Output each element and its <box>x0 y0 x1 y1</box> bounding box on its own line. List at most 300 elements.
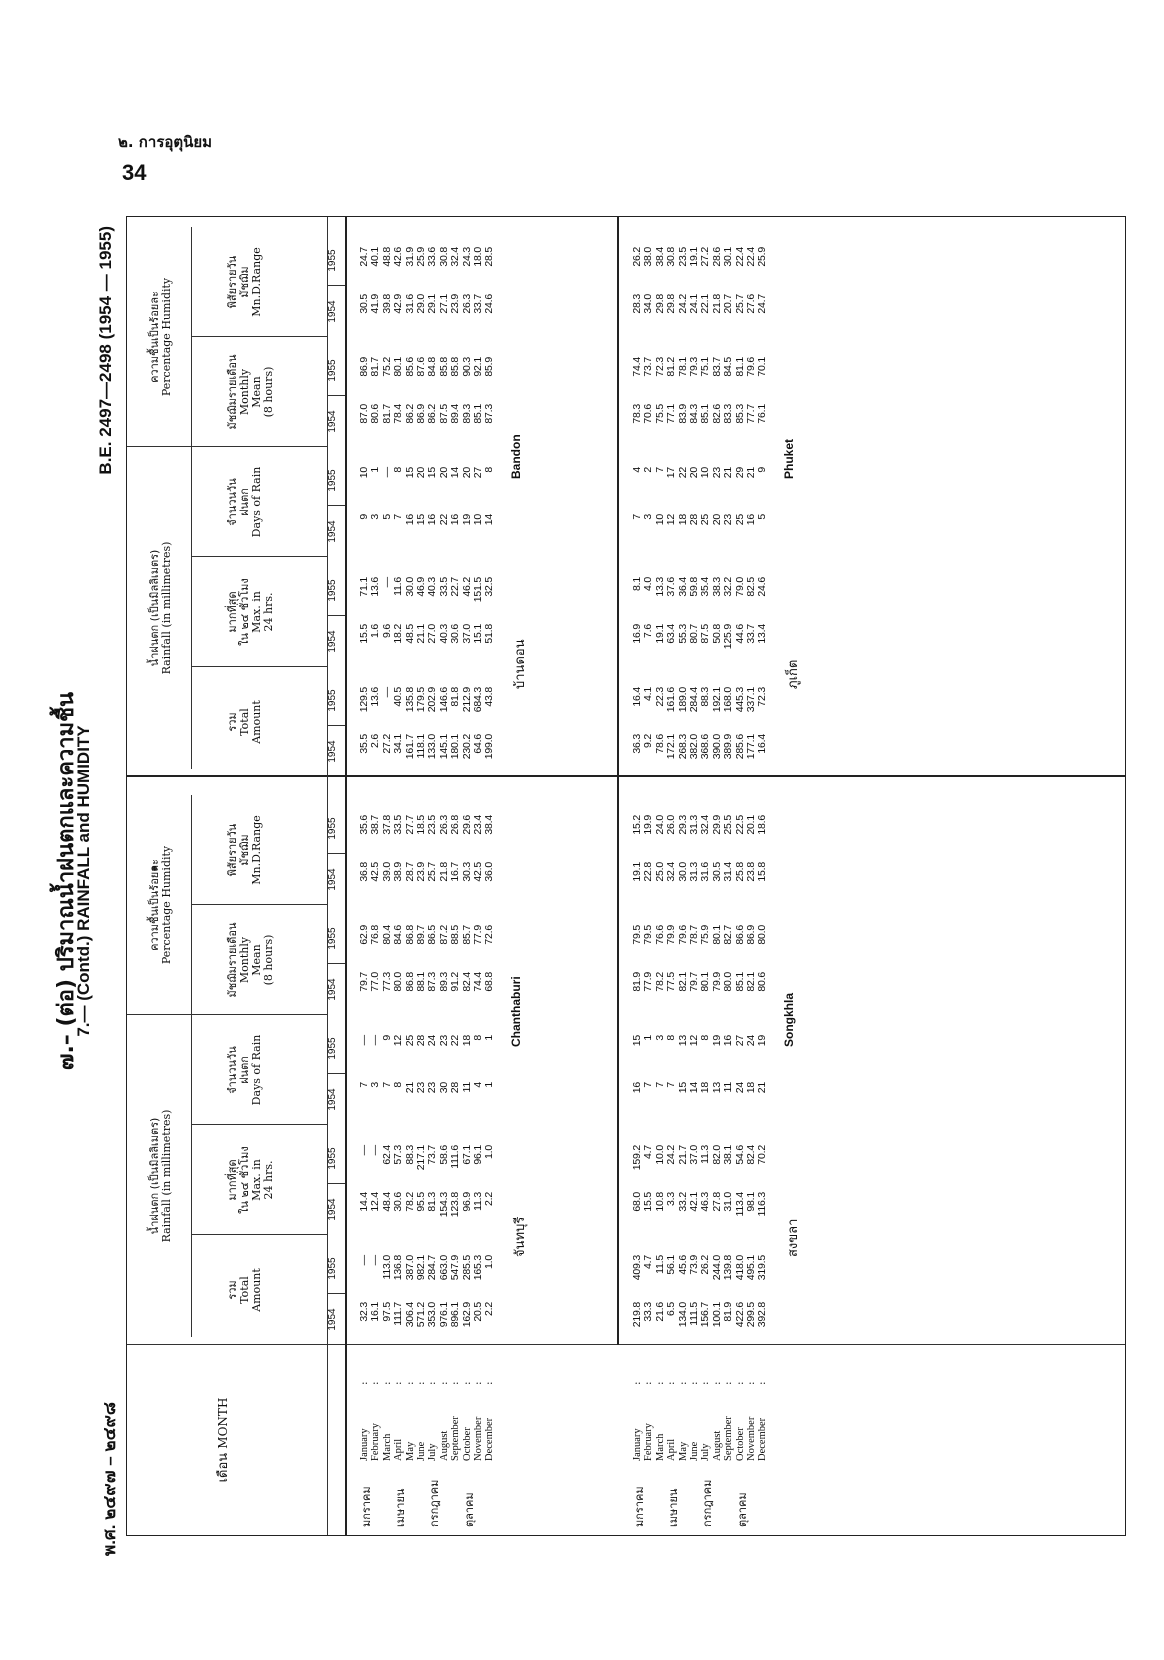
table-cell: 80.4 <box>380 925 393 945</box>
table-cell: 189.0 <box>676 687 689 713</box>
table-cell: 38.4 <box>483 815 496 835</box>
table-cell: 16.4 <box>756 734 769 754</box>
range-subheader <box>227 227 263 337</box>
table-cell: 684.3 <box>471 687 484 713</box>
leader-dot: : <box>642 1379 655 1385</box>
table-cell: 14.4 <box>358 1192 370 1212</box>
range-subheader-line: Mn.D.Range <box>250 815 263 885</box>
mean-subheader-line: Mean <box>250 944 263 976</box>
table-cell: 11.3 <box>699 1145 712 1164</box>
total-subheader-line: Amount <box>250 700 263 744</box>
leader-dot: : <box>631 1379 643 1385</box>
table-cell: 26.0 <box>665 815 678 835</box>
year-label-1955: 1955 <box>327 249 338 272</box>
table-cell: 62.9 <box>358 925 370 945</box>
period-english: B.E. 2497—2498 (1954 — 1955) <box>96 226 115 475</box>
table-cell: 33.2 <box>676 1192 689 1212</box>
table-cell: 15.1 <box>471 624 484 644</box>
table-cell: 16 <box>426 514 439 526</box>
table-cell: 85.7 <box>460 925 473 945</box>
table-cell: 8 <box>392 467 405 473</box>
thai-month-label: ตุลาคม <box>735 1492 749 1527</box>
table-cell: 15.5 <box>358 624 370 644</box>
mean-subheader-line: มัชฌิมรายเดือน <box>226 354 239 430</box>
table-cell: 230.2 <box>460 734 473 760</box>
table-cell: 16 <box>722 1035 735 1047</box>
table-cell: 29.8 <box>665 294 678 314</box>
table-cell: 20 <box>437 467 450 479</box>
total-subheader-line: Amount <box>250 1268 263 1312</box>
table-cell: 24.1 <box>687 294 700 314</box>
table-cell: 81.1 <box>733 357 746 377</box>
table-cell: 7 <box>653 467 666 473</box>
leader-dot: : <box>380 1379 393 1385</box>
month-label: January <box>359 1428 370 1461</box>
bandon-max-1955-column <box>359 577 496 618</box>
table-cell: 74.4 <box>471 972 484 992</box>
table-cell: 23.9 <box>449 294 462 314</box>
table-cell: 23 <box>710 467 723 479</box>
mean-subheader-line: Monthly <box>238 936 251 984</box>
table-cell: 7.6 <box>642 624 655 638</box>
table-cell: 26.2 <box>699 1255 712 1275</box>
table-cell: 139.8 <box>722 1255 735 1281</box>
table-cell: 81.7 <box>380 404 393 424</box>
table-cell: 22.5 <box>733 815 746 835</box>
table-cell: 48.5 <box>403 624 416 644</box>
table-cell: 79.5 <box>642 925 655 945</box>
table-cell: 33.7 <box>744 624 757 644</box>
table-cell: 1 <box>642 1035 655 1041</box>
table-cell: 15 <box>414 514 427 526</box>
table-cell: 15.2 <box>631 815 643 835</box>
range-subheader <box>227 795 263 905</box>
table-cell: 29.8 <box>653 294 666 314</box>
table-cell: 2.2 <box>483 1302 496 1316</box>
month-label: November <box>472 1416 484 1461</box>
year-label-1955: 1955 <box>327 689 338 712</box>
table-cell: 8 <box>665 1035 678 1041</box>
range-subheader-line: มัชฌิม <box>238 834 251 866</box>
month-label: April <box>666 1438 678 1461</box>
max-subheader-line: Max. in <box>250 591 263 633</box>
table-cell: 23 <box>722 514 735 526</box>
table-cell: 34.0 <box>642 294 655 314</box>
songkhla-max-1954-column <box>632 1192 769 1233</box>
table-cell: 30.6 <box>449 624 462 644</box>
max-subheader-line: 24 hrs. <box>262 592 275 632</box>
table-cell: 80.0 <box>756 925 769 945</box>
table-cell: 85.8 <box>437 357 450 377</box>
table-cell: 83.9 <box>676 404 689 424</box>
table-cell: 7 <box>380 1082 393 1088</box>
songkhla-total-1954-column <box>632 1302 769 1343</box>
table-cell: 22 <box>449 1035 462 1047</box>
table-cell: 179.5 <box>414 687 427 713</box>
table-cell: 73.7 <box>426 1145 439 1165</box>
table-cell: 26.3 <box>460 294 473 314</box>
table-cell: 4.7 <box>642 1145 655 1159</box>
table-cell: 9.2 <box>642 734 655 748</box>
table-cell: 19 <box>460 514 473 526</box>
table-cell: 81.7 <box>369 357 382 377</box>
table-cell: 244.0 <box>710 1255 723 1281</box>
table-cell: 284.4 <box>687 687 700 713</box>
table-cell: 36.4 <box>676 577 689 597</box>
table-cell: 11.5 <box>653 1255 666 1274</box>
station-band-divider <box>617 217 619 1345</box>
station-name-english: Bandon <box>509 434 523 479</box>
table-cell: 77.5 <box>665 972 678 992</box>
table-cell: 77.7 <box>744 404 757 424</box>
month-label: January <box>632 1428 643 1461</box>
table-cell: 8 <box>392 1082 405 1088</box>
table-cell: 20.7 <box>722 294 735 314</box>
table-cell: 84.8 <box>426 357 439 377</box>
table-cell: 113.0 <box>380 1255 393 1280</box>
table-cell: 285.5 <box>460 1255 473 1281</box>
table-cell: 145.1 <box>437 734 450 760</box>
table-cell: 26.2 <box>631 247 643 267</box>
thai-month-label: กรกฎาคม <box>428 1479 442 1527</box>
table-cell: 11.6 <box>392 577 405 596</box>
table-cell: 76.6 <box>653 925 666 945</box>
table-cell: 30.0 <box>403 577 416 597</box>
chanthaburi-range-1954-column <box>359 862 496 903</box>
table-cell: 12.4 <box>369 1192 382 1212</box>
table-cell: 16.1 <box>369 1302 382 1322</box>
table-cell: 75.9 <box>699 925 712 945</box>
table-cell: 23.9 <box>414 862 427 882</box>
year-label-1955: 1955 <box>327 1147 338 1170</box>
table-cell: 422.6 <box>733 1302 746 1328</box>
table-cell: 13.3 <box>653 577 666 597</box>
table-cell: 98.1 <box>744 1192 757 1212</box>
table-cell: 10 <box>653 514 666 526</box>
table-cell: 29.3 <box>676 815 689 835</box>
table-cell: 212.9 <box>460 687 473 713</box>
table-cell: 86.8 <box>403 925 416 945</box>
table-cell: 19.9 <box>642 815 655 835</box>
table-cell: 85.3 <box>733 404 746 424</box>
table-cell: 43.8 <box>483 687 496 707</box>
table-cell: 86.6 <box>733 925 746 945</box>
table-cell: 135.8 <box>403 687 416 713</box>
table-cell: 11 <box>722 1082 735 1093</box>
table-cell: 21.1 <box>414 624 427 644</box>
leader-dot: : <box>710 1379 723 1385</box>
table-cell: 168.0 <box>722 687 735 713</box>
leader-dot: : <box>722 1379 735 1385</box>
table-cell: 19.1 <box>687 247 700 267</box>
table-cell: 86.9 <box>414 404 427 424</box>
chapter-header: ๒. การอุตุนิยม <box>118 133 213 151</box>
table-cell: 24.2 <box>665 1145 678 1165</box>
table-cell: 89.3 <box>437 972 450 992</box>
table-cell: 1 <box>483 1035 496 1041</box>
chanthaburi-mean-1955-column <box>359 925 496 966</box>
month-label: November <box>745 1416 757 1461</box>
table-cell: 14 <box>687 1082 700 1094</box>
phuket-mean-1954-column <box>632 404 769 445</box>
table-cell: 90.3 <box>460 357 473 377</box>
table-cell: 13 <box>710 1082 723 1094</box>
table-cell: 78.2 <box>403 1192 416 1212</box>
half-divider <box>127 775 1125 777</box>
month-label: March <box>381 1433 393 1461</box>
days-subheader <box>227 447 263 557</box>
year-label-1955: 1955 <box>327 817 338 840</box>
rainfall-header-english: Rainfall (in millimetres) <box>160 541 173 675</box>
rainfall-header-thai: น้ำฝนตก (เป็นมิลลิเมตร) <box>148 1117 161 1235</box>
leader-dot: : <box>471 1379 484 1385</box>
table-cell: 77.1 <box>665 404 678 424</box>
table-cell: 45.6 <box>676 1255 689 1275</box>
table-cell: 199.0 <box>483 734 496 760</box>
year-label-1955: 1955 <box>327 469 338 492</box>
year-label-1955: 1955 <box>327 1257 338 1280</box>
table-cell: 4.7 <box>642 1255 655 1269</box>
table-cell: 80.1 <box>699 972 712 992</box>
chanthaburi-max-1954-column <box>359 1192 496 1233</box>
year-label-1954: 1954 <box>327 630 338 653</box>
table-cell: 13.6 <box>369 577 382 597</box>
table-cell: 337.1 <box>744 687 757 713</box>
month-header-thai: เดือน <box>216 1452 231 1483</box>
table-cell: 27.7 <box>403 815 416 835</box>
table-cell: 4 <box>471 1082 484 1088</box>
table-cell: 79.0 <box>733 577 746 597</box>
table-cell: 21 <box>403 1082 416 1094</box>
leader-dot: : <box>449 1379 462 1385</box>
table-cell: 83.7 <box>710 357 723 377</box>
station-name-english: Chanthaburi <box>509 976 523 1047</box>
songkhla-days-1955-column <box>632 1035 769 1076</box>
table-cell: 4.1 <box>642 687 655 701</box>
table-cell: 96.1 <box>471 1145 484 1165</box>
table-cell: 86.5 <box>426 925 439 945</box>
bandon-total-1955-column <box>359 687 496 728</box>
table-cell: 40.5 <box>392 687 405 707</box>
total-subheader-line: Total <box>238 1276 251 1304</box>
table-cell: 37.6 <box>665 577 678 597</box>
total-subheader <box>227 1235 263 1345</box>
table-cell: 86.9 <box>744 925 757 945</box>
month-label: July <box>427 1443 439 1461</box>
table-cell: 25 <box>699 514 712 526</box>
table-cell: 15 <box>631 1035 643 1047</box>
table-cell: 97.5 <box>380 1302 393 1322</box>
phuket-days-1955-column <box>632 467 769 508</box>
table-cell: 22.3 <box>653 687 666 707</box>
table-cell: 27.6 <box>744 294 757 314</box>
table-cell: 12 <box>687 1035 700 1047</box>
humidity-header-thai: ความชื้นเป็นร้อยละ <box>148 291 161 383</box>
songkhla-range-1954-column <box>632 862 769 903</box>
table-cell: 12 <box>665 514 678 526</box>
table-cell: 37.8 <box>380 815 393 835</box>
table-cell: 113.4 <box>733 1192 746 1217</box>
year-label-1954: 1954 <box>327 300 338 323</box>
table-cell: 192.1 <box>710 687 723 713</box>
table-cell: 92.1 <box>471 357 484 377</box>
rotated-table-block <box>54 196 1136 1566</box>
table-cell: — <box>358 1145 370 1156</box>
month-label: April <box>393 1438 405 1461</box>
table-cell: 27.2 <box>699 247 712 267</box>
table-cell: 16 <box>631 1082 643 1094</box>
period-thai: พ.ศ. ๒๔๙๗ – ๒๔๙๘ <box>100 1401 119 1556</box>
table-cell: 382.0 <box>687 734 700 760</box>
table-cell: 25.9 <box>414 247 427 267</box>
table-cell: 79.5 <box>631 925 643 945</box>
songkhla-max-1955-column <box>632 1145 769 1186</box>
table-cell: 77.0 <box>369 972 382 992</box>
table-cell: 30.6 <box>392 1192 405 1212</box>
phuket-range-1955-column <box>632 247 769 288</box>
table-cell: 162.9 <box>460 1302 473 1328</box>
table-cell: 15.8 <box>756 862 769 882</box>
table-cell: 57.3 <box>392 1145 405 1165</box>
table-cell: 202.9 <box>426 687 439 713</box>
table-cell: 56.1 <box>665 1255 678 1275</box>
table-cell: 48.8 <box>380 247 393 267</box>
table-cell: 68.8 <box>483 972 496 992</box>
table-cell: 20 <box>460 467 473 479</box>
table-cell: 77.9 <box>471 925 484 945</box>
table-cell: 89.4 <box>449 404 462 424</box>
table-cell: 71.1 <box>358 577 370 597</box>
table-cell: 8 <box>699 1035 712 1041</box>
month-list <box>359 1416 496 1461</box>
table-cell: 80.1 <box>710 925 723 945</box>
table-cell: 19 <box>710 1035 723 1047</box>
table-cell: 16 <box>403 514 416 526</box>
table-cell: 21 <box>722 467 735 479</box>
phuket-total-1955-column <box>632 687 769 728</box>
table-cell: 25.9 <box>756 247 769 267</box>
table-cell: 86.2 <box>426 404 439 424</box>
table-cell: 80.6 <box>756 972 769 992</box>
phuket-total-1954-column <box>632 734 769 775</box>
table-cell: 23.5 <box>676 247 689 267</box>
table-cell: 319.5 <box>756 1255 769 1281</box>
table-cell: 1.6 <box>369 624 382 638</box>
chanthaburi-range-1955-column <box>359 815 496 856</box>
days-subheader-line: จำนวนวัน <box>226 478 239 526</box>
rainfall-header-english: Rainfall (in millimetres) <box>160 1109 173 1243</box>
table-cell: 25.7 <box>426 862 439 882</box>
station-name-thai: จันทบุรี <box>513 1216 528 1257</box>
table-cell: 96.9 <box>460 1192 473 1212</box>
table-cell: 31.0 <box>722 1192 735 1212</box>
leader-dot: : <box>676 1379 689 1385</box>
table-cell: 70.6 <box>642 404 655 424</box>
table-cell: 46.9 <box>414 577 427 597</box>
leader-dot: : <box>426 1379 439 1385</box>
table-cell: 80.7 <box>687 624 700 644</box>
table-cell: 22.1 <box>699 294 712 314</box>
table-cell: 11 <box>460 1082 473 1093</box>
table-cell: 85.1 <box>471 404 484 424</box>
mean-subheader-line: Mean <box>250 376 263 408</box>
phuket-max-1955-column <box>632 577 769 618</box>
table-cell: 35.5 <box>358 734 370 754</box>
table-cell: 91.2 <box>449 972 462 992</box>
songkhla-days-1954-column <box>632 1082 769 1123</box>
table-cell: 42.1 <box>687 1192 700 1212</box>
station-name-english: Songkhla <box>782 992 796 1047</box>
bandon-days-1955-column <box>359 467 496 508</box>
table-cell: 81.9 <box>722 1302 735 1322</box>
table-cell: 72.3 <box>756 687 769 707</box>
table-cell: 59.8 <box>687 577 700 597</box>
table-cell: 9 <box>358 514 370 520</box>
table-cell: 25.8 <box>733 862 746 882</box>
table-cell: 29.1 <box>426 294 439 314</box>
rainfall-header-thai: น้ำฝนตก (เป็นมิลลิเมตร) <box>148 549 161 667</box>
table-cell: 268.3 <box>676 734 689 760</box>
year-label-1954: 1954 <box>327 868 338 891</box>
table-cell: 70.1 <box>756 357 769 377</box>
table-cell: 88.5 <box>449 925 462 945</box>
songkhla-total-1955-column <box>632 1255 769 1296</box>
super-header-line <box>191 227 192 769</box>
table-cell: 409.3 <box>631 1255 643 1281</box>
table-cell: 25.0 <box>653 862 666 882</box>
table-cell: 136.8 <box>392 1255 405 1281</box>
station-name-english: Phuket <box>782 438 796 479</box>
month-label: February <box>643 1423 655 1461</box>
table-cell: 11.3 <box>471 1192 484 1211</box>
chanthaburi-total-1954-column <box>359 1302 496 1343</box>
table-title-thai: ๗.– (ต่อ) ปริมาณน้ำฝนตกและความชื้น <box>54 691 79 1071</box>
table-cell: 31.4 <box>722 862 735 882</box>
table-cell: 390.0 <box>710 734 723 760</box>
table-cell: 33.7 <box>471 294 484 314</box>
rainfall-header <box>149 447 173 769</box>
mean-subheader-line: (8 hours) <box>262 366 275 418</box>
year-label-1954: 1954 <box>327 1198 338 1221</box>
table-cell: 21 <box>744 467 757 479</box>
table-cell: 68.0 <box>631 1192 643 1212</box>
table-cell: 9.6 <box>380 624 393 638</box>
table-cell: 28.5 <box>483 247 496 267</box>
month-label: May <box>677 1441 689 1461</box>
phuket-max-1954-column <box>632 624 769 665</box>
days-subheader-line: จำนวนวัน <box>226 1046 239 1094</box>
leader-dot: : <box>437 1379 450 1385</box>
table-cell: 32.4 <box>449 247 462 267</box>
month-label: May <box>404 1441 416 1461</box>
table-cell: 82.5 <box>744 577 757 597</box>
table-cell: 1.0 <box>483 1145 496 1159</box>
table-cell: 88.3 <box>403 1145 416 1165</box>
table-cell: 73.7 <box>642 357 655 377</box>
table-cell: 64.6 <box>471 734 484 754</box>
table-cell: 79.7 <box>358 972 370 992</box>
thai-month-label: มกราคม <box>633 1486 646 1527</box>
month-label: August <box>711 1430 723 1461</box>
leader-dot: : <box>733 1379 746 1385</box>
table-cell: 22.4 <box>744 247 757 267</box>
table-cell: 31.3 <box>687 862 700 882</box>
table-cell: 80.6 <box>369 404 382 424</box>
table-cell: 10 <box>358 467 370 479</box>
table-cell: 28.7 <box>403 862 416 882</box>
table-cell: 84.3 <box>687 404 700 424</box>
station-name-thai: สงขลา <box>786 1218 801 1257</box>
